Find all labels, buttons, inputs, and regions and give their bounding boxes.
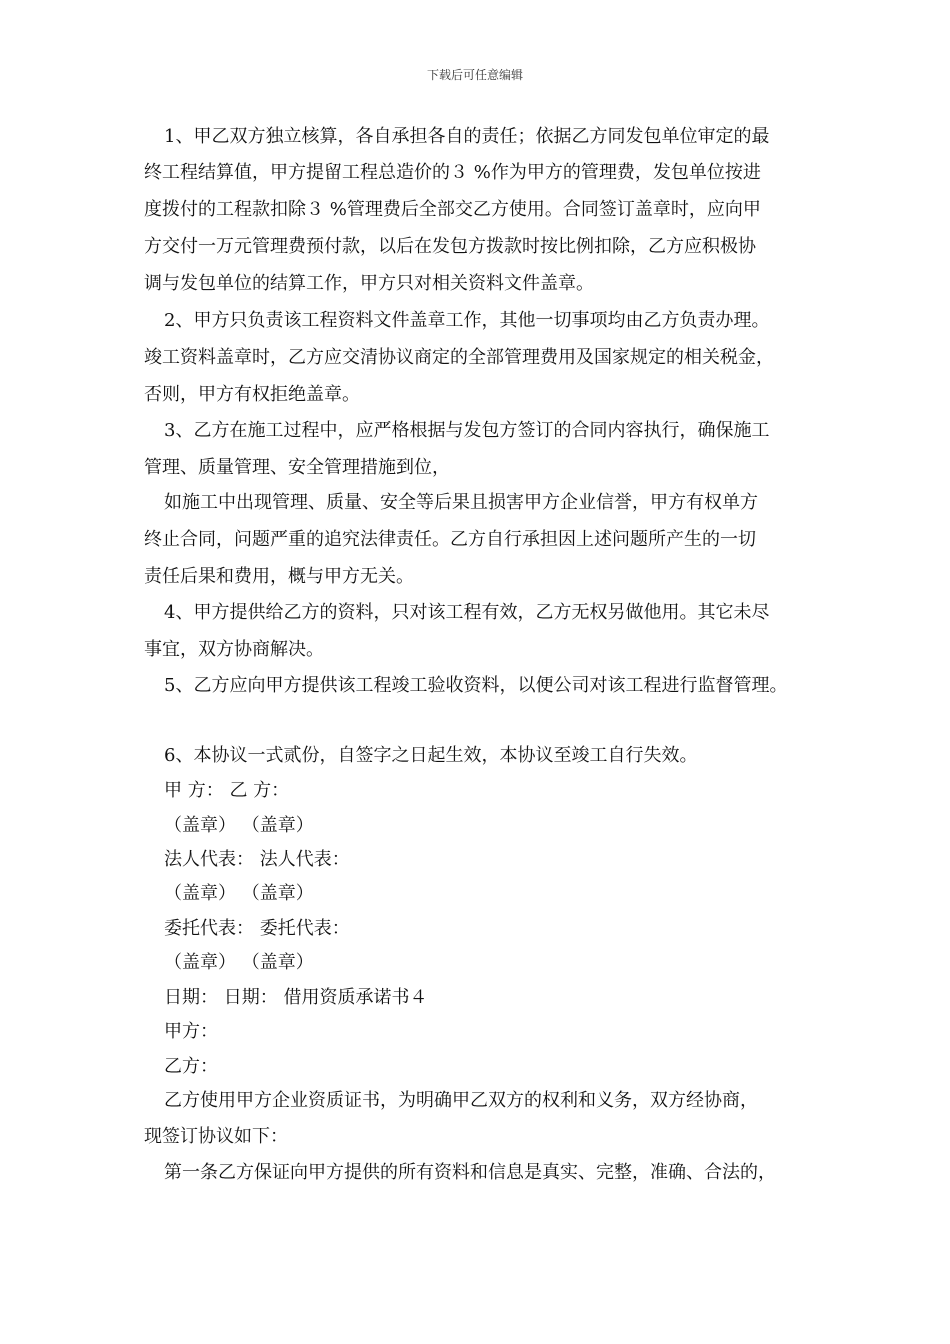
agent-labels: 委托代表： 委托代表： [164, 918, 350, 939]
clause-1-line-5: 调与发包单位的结算工作，甲方只对相关资料文件盖章。 [144, 273, 594, 294]
intro-line-1: 乙方使用甲方企业资质证书，为明确甲乙双方的权利和义务，双方经协商， [164, 1090, 758, 1111]
clause-5-line-1: 5、乙方应向甲方提供该工程竣工验收资料，以便公司对该工程进行监督管理。 [164, 675, 788, 696]
legal-rep-labels: 法人代表： 法人代表： [164, 849, 350, 870]
clause-4-line-1: 4、甲方提供给乙方的资料，只对该工程有效，乙方无权另做他用。其它未尽 [164, 602, 770, 623]
seal-line-1: （盖章） （盖章） [164, 815, 314, 836]
clause-3-line-2: 管理、质量管理、安全管理措施到位， [144, 457, 450, 478]
clause-3-line-4: 终止合同，问题严重的追究法律责任。乙方自行承担因上述问题所产生的一切 [144, 529, 756, 550]
clause-4-line-2: 事宜，双方协商解决。 [144, 639, 324, 660]
clause-3-line-3: 如施工中出现管理、质量、安全等后果且损害甲方企业信誉，甲方有权单方 [164, 492, 758, 513]
article-1-line-1: 第一条乙方保证向甲方提供的所有资料和信息是真实、完整，准确、合法的， [164, 1162, 776, 1183]
clause-2-line-2: 竣工资料盖章时，乙方应交清协议商定的全部管理费用及国家规定的相关税金， [144, 347, 774, 368]
date-and-title-line: 日期： 日期： 借用资质承诺书４ [164, 987, 428, 1008]
seal-line-2: （盖章） （盖章） [164, 883, 314, 904]
clause-1-line-2: 终工程结算值，甲方提留工程总造价的３ %作为甲方的管理费，发包单位按进 [144, 162, 761, 183]
clause-3-line-1: 3、乙方在施工过程中，应严格根据与发包方签订的合同内容执行，确保施工 [164, 420, 770, 441]
clause-1-line-1: 1、甲乙双方独立核算，各自承担各自的责任；依据乙方同发包单位审定的最 [164, 126, 770, 147]
clause-2-line-3: 否则，甲方有权拒绝盖章。 [144, 384, 360, 405]
clause-1-line-3: 度拨付的工程款扣除３ %管理费后全部交乙方使用。合同签订盖章时，应向甲 [144, 199, 761, 220]
clause-6-line-1: 6、本协议一式贰份，自签字之日起生效，本协议至竣工自行失效。 [164, 745, 698, 766]
page-header-note: 下载后可任意编辑 [426, 68, 523, 82]
party-labels: 甲 方： 乙 方： [164, 780, 290, 801]
clause-3-line-5: 责任后果和费用，概与甲方无关。 [144, 566, 414, 587]
party-a-label: 甲方： [164, 1021, 218, 1042]
clause-1-line-4: 方交付一万元管理费预付款，以后在发包方拨款时按比例扣除，乙方应积极协 [144, 236, 756, 257]
clause-2-line-1: 2、甲方只负责该工程资料文件盖章工作，其他一切事项均由乙方负责办理。 [164, 310, 770, 331]
party-b-label: 乙方： [164, 1056, 218, 1077]
intro-line-2: 现签订协议如下： [144, 1126, 288, 1147]
seal-line-3: （盖章） （盖章） [164, 952, 314, 973]
